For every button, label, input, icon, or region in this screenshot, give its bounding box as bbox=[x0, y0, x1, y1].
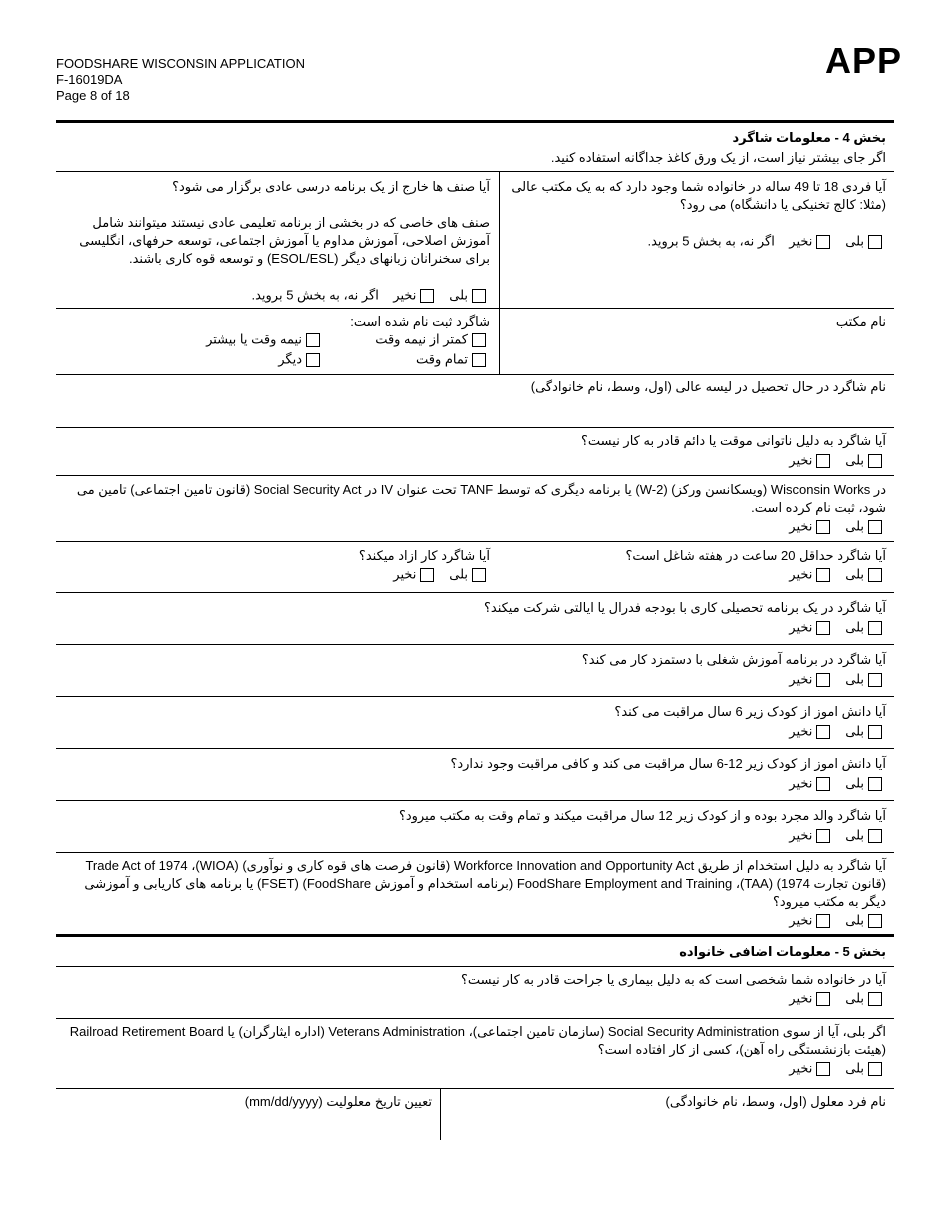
app-tag: APP bbox=[824, 40, 902, 81]
rule bbox=[56, 592, 894, 593]
rule bbox=[56, 1018, 894, 1019]
q-disabled-options bbox=[789, 452, 886, 469]
q-selfemp-yes-checkbox[interactable] bbox=[472, 568, 486, 582]
no-label: نخیر bbox=[789, 1060, 813, 1076]
q-ill-options bbox=[789, 990, 886, 1007]
enroll-half-more-checkbox[interactable] bbox=[306, 333, 320, 347]
rule bbox=[56, 966, 894, 967]
yes-label: بلی bbox=[845, 775, 864, 791]
q-selfemp-no-checkbox[interactable] bbox=[420, 568, 434, 582]
form-number: F-16019DA bbox=[56, 72, 123, 87]
enroll-half-more bbox=[206, 331, 324, 348]
rule bbox=[56, 1088, 894, 1089]
page-number: Page 8 of 18 bbox=[56, 88, 130, 103]
q-child612-options bbox=[789, 775, 886, 792]
q-ssa-options bbox=[789, 1060, 886, 1077]
q-selfemp-options bbox=[393, 566, 490, 583]
q-selfemp: آیا شاگرد کار ازاد میکند؟ bbox=[358, 548, 490, 563]
q-child612-yes-checkbox[interactable] bbox=[868, 777, 882, 791]
header-rule bbox=[56, 120, 894, 123]
q-disabled-no-checkbox[interactable] bbox=[816, 454, 830, 468]
q-ojt: آیا شاگرد در برنامه آموزش شغلی با دستمزد کار می کند؟ bbox=[581, 652, 886, 667]
q-work20-yes-checkbox[interactable] bbox=[868, 568, 882, 582]
no-label: نخیر bbox=[789, 619, 813, 635]
section4-title: بخش 4 - معلومات شاگرد bbox=[732, 130, 886, 145]
yes-label: بلی bbox=[845, 990, 864, 1006]
q-child6-no-checkbox[interactable] bbox=[816, 725, 830, 739]
q-fedstudy-options bbox=[789, 619, 886, 636]
q-w2-yes-checkbox[interactable] bbox=[868, 520, 882, 534]
q-ssa-no-checkbox[interactable] bbox=[816, 1062, 830, 1076]
rule bbox=[56, 475, 894, 476]
q-work20-no-checkbox[interactable] bbox=[816, 568, 830, 582]
q-single: آیا شاگرد والد مجرد بوده و از کودک زیر 12 سال مراقبت میکند و تمام وقت به مکتب میرود؟ bbox=[398, 808, 886, 823]
q-child612: آیا دانش اموز از کودک زیر 12-6 سال مراقبت می کند و کافی مراقبت وجود ندارد؟ bbox=[450, 756, 886, 771]
q-disabled-yes-checkbox[interactable] bbox=[868, 454, 882, 468]
q-child6-yes-checkbox[interactable] bbox=[868, 725, 882, 739]
q-fedstudy-no-checkbox[interactable] bbox=[816, 621, 830, 635]
q-outside-yes-checkbox[interactable] bbox=[472, 289, 486, 303]
rule bbox=[56, 748, 894, 749]
yes-label: بلی bbox=[845, 452, 864, 468]
skip-note: اگر نه، به بخش 5 بروید. bbox=[647, 233, 775, 249]
q-ill-yes-checkbox[interactable] bbox=[868, 992, 882, 1006]
no-label: نخیر bbox=[789, 518, 813, 534]
q-child612-no-checkbox[interactable] bbox=[816, 777, 830, 791]
yes-label: بلی bbox=[845, 233, 864, 249]
no-label: نخیر bbox=[789, 671, 813, 687]
yes-label: بلی bbox=[449, 287, 468, 303]
yes-label: بلی bbox=[449, 566, 468, 582]
q-outside-no-checkbox[interactable] bbox=[420, 289, 434, 303]
disability-date-label: تعیین تاریخ معلولیت (mm/dd/yyyy) bbox=[244, 1094, 432, 1109]
option-label: کمتر از نیمه وقت bbox=[375, 331, 468, 347]
enrolled-label: شاگرد ثبت نام شده است: bbox=[350, 314, 490, 329]
school-name-label: نام مکتب bbox=[835, 314, 886, 329]
q-wioa-no-checkbox[interactable] bbox=[816, 914, 830, 928]
rule bbox=[56, 427, 894, 428]
divider bbox=[499, 171, 500, 308]
option-label: نیمه وقت یا بیشتر bbox=[206, 331, 302, 347]
no-label: نخیر bbox=[393, 287, 417, 303]
q-child6: آیا دانش اموز از کودک زیر 6 سال مراقبت می کند؟ bbox=[614, 704, 886, 719]
no-label: نخیر bbox=[789, 827, 813, 843]
no-label: نخیر bbox=[789, 912, 813, 928]
rule bbox=[56, 800, 894, 801]
skip-note: اگر نه، به بخش 5 بروید. bbox=[251, 287, 379, 303]
no-label: نخیر bbox=[789, 566, 813, 582]
q-ssa-yes-checkbox[interactable] bbox=[868, 1062, 882, 1076]
rule bbox=[56, 308, 894, 309]
rule bbox=[56, 852, 894, 853]
student-name-label: نام شاگرد در حال تحصیل در لیسه عالی (اول، وسط، نام خانوادگی) bbox=[530, 379, 886, 394]
divider bbox=[499, 308, 500, 374]
q-single-yes-checkbox[interactable] bbox=[868, 829, 882, 843]
yes-label: بلی bbox=[845, 671, 864, 687]
q-disabled: آیا شاگرد به دلیل ناتوانی موقت یا دائم قادر به کار نیست؟ bbox=[581, 433, 886, 448]
q-wioa-yes-checkbox[interactable] bbox=[868, 914, 882, 928]
no-label: نخیر bbox=[789, 723, 813, 739]
q-college-yes-checkbox[interactable] bbox=[868, 235, 882, 249]
q-w2-options bbox=[789, 518, 886, 535]
q-work20-options bbox=[789, 566, 886, 583]
q-ssa: اگر بلی، آیا از سوی Social Security Administration (سازمان تامین اجتماعی)، Veterans Administration (اداره ایثارگران) یا Railroad Retirement Board (هیئت بازنشستگی راه آهن)، کسی از کار افتاده است؟ bbox=[69, 1024, 886, 1057]
q-single-no-checkbox[interactable] bbox=[816, 829, 830, 843]
q-w2: در Wisconsin Works (ویسکانسن ورکز) (W-2) یا برنامه دیگری که توسط TANF تحت عنوان IV در Social Security Act (قانون تامین اجتماعی) تامین می شود، ثبت نام کرده است. bbox=[76, 482, 886, 515]
enroll-other-checkbox[interactable] bbox=[306, 353, 320, 367]
enroll-full-checkbox[interactable] bbox=[472, 353, 486, 367]
q-wioa: آیا شاگرد به دلیل استخدام از طریق Workforce Innovation and Opportunity Act (قانون فرصت های قوه کاری و نوآوری) (WIOA)، Trade Act of 1974 (قانون تجارت 1974) (TAA)، FoodShare Employment and Training (برنامه استخدام و آموزش FoodShare) (FSET) یا برنامه های کاریابی و آموزشی دیگر به مکتب میرود؟ bbox=[84, 858, 886, 909]
q-wioa-options bbox=[789, 912, 886, 929]
q-child6-options bbox=[789, 723, 886, 740]
section-rule bbox=[56, 934, 894, 937]
q-work20: آیا شاگرد حداقل 20 ساعت در هفته شاغل است؟ bbox=[625, 548, 886, 563]
yes-label: بلی bbox=[845, 1060, 864, 1076]
yes-label: بلی bbox=[845, 827, 864, 843]
q-outside-options bbox=[251, 287, 490, 304]
no-label: نخیر bbox=[393, 566, 417, 582]
option-label: دیگر bbox=[278, 351, 302, 367]
rule bbox=[56, 644, 894, 645]
q-outside: آیا صنف ها خارج از یک برنامه درسی عادی برگزار می شود؟ bbox=[172, 179, 490, 194]
rule bbox=[56, 374, 894, 375]
yes-label: بلی bbox=[845, 518, 864, 534]
yes-label: بلی bbox=[845, 566, 864, 582]
q-ojt-options bbox=[789, 671, 886, 688]
yes-label: بلی bbox=[845, 723, 864, 739]
section5-title: بخش 5 - معلومات اضافی خانواده bbox=[679, 944, 886, 959]
q-ojt-yes-checkbox[interactable] bbox=[868, 673, 882, 687]
form-title: FOODSHARE WISCONSIN APPLICATION bbox=[56, 56, 305, 71]
divider bbox=[440, 1088, 441, 1140]
no-label: نخیر bbox=[789, 233, 813, 249]
enroll-less-half-checkbox[interactable] bbox=[472, 333, 486, 347]
no-label: نخیر bbox=[789, 452, 813, 468]
rule bbox=[56, 171, 894, 172]
q-college-options bbox=[647, 233, 886, 250]
q-ojt-no-checkbox[interactable] bbox=[816, 673, 830, 687]
q-fedstudy: آیا شاگرد در یک برنامه تحصیلی کاری با بودجه فدرال یا ایالتی شرکت میکند؟ bbox=[483, 600, 886, 615]
q-college-no-checkbox[interactable] bbox=[816, 235, 830, 249]
section4-subtitle: اگر جای بیشتر نیاز است، از یک ورق کاغذ جداگانه استفاده کنید. bbox=[550, 150, 886, 165]
q-outside-note: صنف های خاصی که در بخشی از برنامه تعلیمی عادی نیستند میتوانند شامل آموزش اصلاحی، آموزش مداوم یا آموزش اجتماعی، توسعه حرفهای، انگلیسی برای سخنرانان زبانهای دیگر (ESOL/ESL) و توسعه قوه کاری باشند. bbox=[79, 215, 490, 266]
q-college: آیا فردی 18 تا 49 ساله در خانواده شما وجود دارد که به یک مکتب عالی (مثلا: کالج تخنیکی یا دانشگاه) می رود؟ bbox=[511, 179, 886, 212]
no-label: نخیر bbox=[789, 990, 813, 1006]
q-w2-no-checkbox[interactable] bbox=[816, 520, 830, 534]
option-label: تمام وقت bbox=[415, 351, 468, 367]
enroll-full bbox=[416, 351, 490, 368]
q-fedstudy-yes-checkbox[interactable] bbox=[868, 621, 882, 635]
q-single-options bbox=[789, 827, 886, 844]
q-ill-no-checkbox[interactable] bbox=[816, 992, 830, 1006]
yes-label: بلی bbox=[845, 912, 864, 928]
no-label: نخیر bbox=[789, 775, 813, 791]
rule bbox=[56, 541, 894, 542]
rule bbox=[56, 696, 894, 697]
q-ill: آیا در خانواده شما شخصی است که به دلیل بیماری یا جراحت قادر به کار نیست؟ bbox=[460, 972, 886, 987]
disabled-name-label: نام فرد معلول (اول، وسط، نام خانوادگی) bbox=[665, 1094, 886, 1109]
enroll-less-half bbox=[375, 331, 490, 348]
enroll-other bbox=[278, 351, 324, 368]
yes-label: بلی bbox=[845, 619, 864, 635]
